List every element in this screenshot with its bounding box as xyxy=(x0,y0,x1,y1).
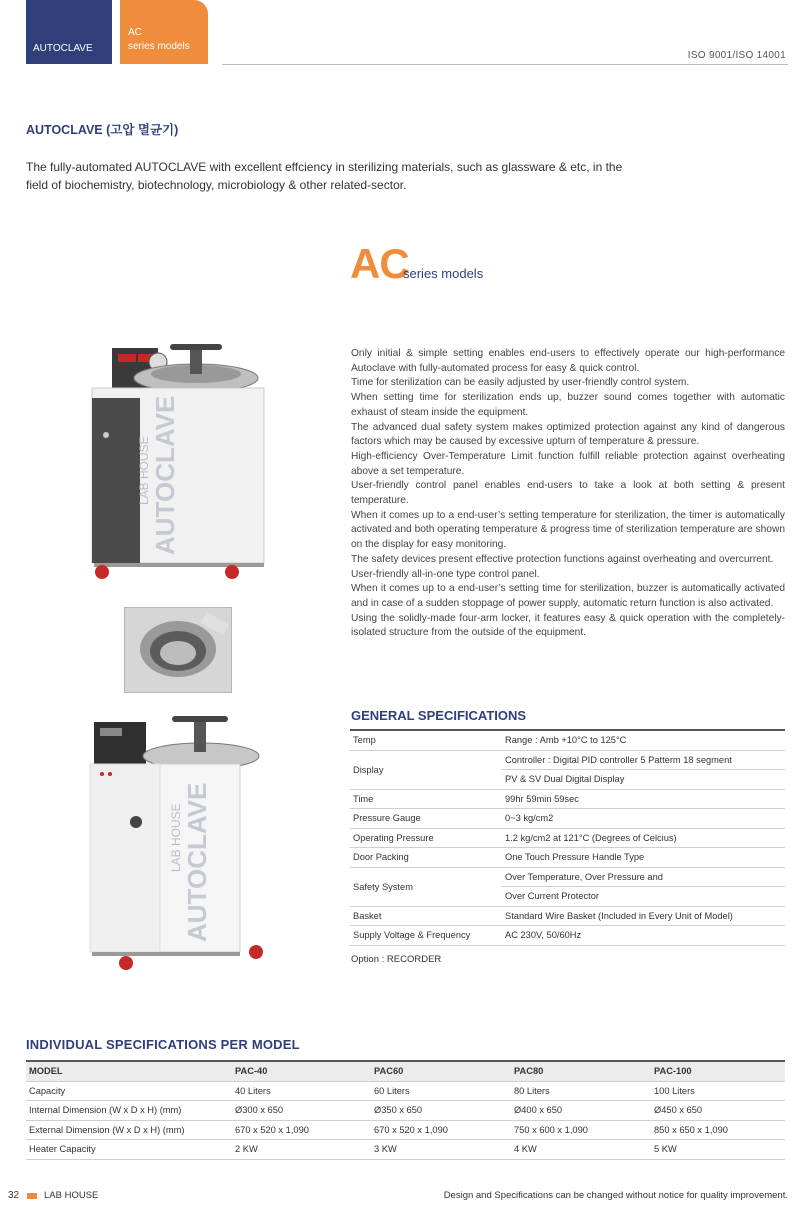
page-title: AUTOCLAVE (고압 멸균기) xyxy=(26,123,179,137)
table-row xyxy=(350,906,785,926)
desc-paragraph: When it comes up to a end-user’s setting time for sterilization, buzzer is automatically activated and in case of a sudden stoppage of power supply, automatic return function is also activated. xyxy=(351,583,785,609)
spec-key: Pressure Gauge xyxy=(350,809,502,829)
spec-value: 99hr 59min 59sec xyxy=(502,789,785,809)
footer-brand: LAB HOUSE xyxy=(44,1190,99,1201)
table-cell: 3 KW xyxy=(371,1140,511,1160)
column-header: PAC80 xyxy=(511,1061,651,1081)
product-label-brand: LAB HOUSE xyxy=(137,436,151,505)
spec-key: Door Packing xyxy=(350,848,502,868)
table-row xyxy=(350,750,785,770)
footer-note: Design and Specifications can be changed without notice for quality improvement. xyxy=(443,1190,788,1201)
desc-paragraph: When setting time for sterilization ends up, buzzer sound comes together with automatic exhaust of steam inside the equipment. xyxy=(351,392,785,418)
spec-key: Operating Pressure xyxy=(350,828,502,848)
desc-paragraph: The advanced dual safety system makes optimized protection against any kind of dangerous factors which may be caused by excessive upturn of temperature & pressure. xyxy=(351,421,785,448)
iso-certification: ISO 9001/ISO 14001 xyxy=(687,50,786,61)
product-label-name: AUTOCLAVE xyxy=(150,395,180,555)
autoclave-photo-1 xyxy=(86,340,266,585)
spec-value: 1.2 kg/cm2 at 121°C (Degrees of Celcius) xyxy=(502,828,785,848)
table-row xyxy=(350,809,785,829)
table-cell: 5 KW xyxy=(651,1140,785,1160)
spec-value: AC 230V, 50/60Hz xyxy=(502,926,785,946)
table-row xyxy=(26,1120,785,1140)
table-header-row xyxy=(26,1061,785,1081)
page-number: 32 xyxy=(8,1190,20,1201)
desc-paragraph: Time for sterilization can be easily adjusted by user-friendly control system. xyxy=(351,377,690,389)
tab-autoclave-label: AUTOCLAVE xyxy=(33,43,93,54)
spec-key: Supply Voltage & Frequency xyxy=(350,926,502,946)
desc-paragraph: High-efficiency Over-Temperature Limit function fulfill reliable protection against overheating above a set temperature. xyxy=(351,450,785,477)
tab-ac-series[interactable] xyxy=(120,0,208,64)
option-note: Option : RECORDER xyxy=(351,954,442,965)
ac-series-title: AC xyxy=(350,240,409,287)
footer-accent-mark xyxy=(27,1193,37,1199)
desc-paragraph: User-friendly control panel enables end-users to take a look at both setting & present temperature. xyxy=(351,480,785,507)
spec-value: Over Temperature, Over Pressure and xyxy=(502,867,785,887)
spec-key: Time xyxy=(350,789,502,809)
table-row xyxy=(350,848,785,868)
individual-specs-table xyxy=(26,1060,785,1160)
table-row xyxy=(350,828,785,848)
spec-value: 0~3 kg/cm2 xyxy=(502,809,785,829)
desc-paragraph: Using the solidly-made four-arm locker, it features easy & quick operation with the completely-isolated structure from the outside of the equipment. xyxy=(351,612,785,639)
general-specs-table xyxy=(350,729,785,946)
table-cell: Capacity xyxy=(26,1081,232,1101)
table-cell: 670 x 520 x 1,090 xyxy=(371,1120,511,1140)
table-row xyxy=(26,1140,785,1160)
table-cell: 2 KW xyxy=(232,1140,371,1160)
desc-paragraph: When it comes up to a end-user’s setting temperature for sterilization, the timer is automatically activated and both operating temperature & progress time of sterilization temperature are shown on the display for easy monitoring. xyxy=(351,509,785,551)
desc-paragraph: The safety devices present effective protection functions against overheating and overcurrent. xyxy=(351,553,774,565)
table-cell: External Dimension (W x D x H) (mm) xyxy=(26,1120,232,1140)
spec-value: Over Current Protector xyxy=(502,887,785,907)
column-header: PAC-40 xyxy=(232,1061,371,1081)
table-cell: 100 Liters xyxy=(651,1081,785,1101)
table-cell: 850 x 650 x 1,090 xyxy=(651,1120,785,1140)
table-cell: Ø400 x 650 xyxy=(511,1101,651,1121)
spec-value: Standard Wire Basket (Included in Every Unit of Model) xyxy=(502,906,785,926)
column-header: PAC-100 xyxy=(651,1061,785,1081)
tab-autoclave[interactable] xyxy=(26,0,112,64)
product-label-name-2: AUTOCLAVE xyxy=(182,782,212,942)
individual-specs-title: INDIVIDUAL SPECIFICATIONS PER MODEL xyxy=(26,1037,300,1052)
desc-paragraph: Only initial & simple setting enables end-users to effectively operate our high-performance Autoclave with fully-automated process for easy & quick control. xyxy=(351,348,785,374)
product-description xyxy=(351,347,785,641)
spec-key: Temp xyxy=(350,730,502,750)
spec-key: Safety System xyxy=(350,867,502,906)
table-cell: 4 KW xyxy=(511,1140,651,1160)
table-cell: 40 Liters xyxy=(232,1081,371,1101)
header-divider xyxy=(222,64,788,65)
table-cell: 670 x 520 x 1,090 xyxy=(232,1120,371,1140)
table-cell: Ø300 x 650 xyxy=(232,1101,371,1121)
chamber-closeup-photo xyxy=(124,607,232,693)
table-cell: 80 Liters xyxy=(511,1081,651,1101)
table-cell: Internal Dimension (W x D x H) (mm) xyxy=(26,1101,232,1121)
table-row xyxy=(26,1081,785,1101)
spec-value: PV & SV Dual Digital Display xyxy=(502,770,785,790)
table-row xyxy=(350,789,785,809)
spec-value: Range : Amb +10°C to 125°C xyxy=(502,730,785,750)
column-header: MODEL xyxy=(26,1061,232,1081)
table-row xyxy=(26,1101,785,1121)
autoclave-photo-2 xyxy=(86,712,266,972)
table-row xyxy=(350,867,785,887)
desc-paragraph: User-friendly all-in-one type control panel. xyxy=(351,568,540,580)
product-label-brand-2: LAB HOUSE xyxy=(169,803,183,872)
tab-ac-series-label: AC series models xyxy=(128,27,190,52)
spec-key: Display xyxy=(350,750,502,789)
table-row xyxy=(350,926,785,946)
table-row xyxy=(350,730,785,750)
general-specs-title: GENERAL SPECIFICATIONS xyxy=(351,708,527,723)
column-header: PAC60 xyxy=(371,1061,511,1081)
table-cell: 750 x 600 x 1,090 xyxy=(511,1120,651,1140)
spec-value: Controller : Digital PID controller 5 Patterm 18 segment xyxy=(502,750,785,770)
table-cell: Ø450 x 650 xyxy=(651,1101,785,1121)
table-cell: Ø350 x 650 xyxy=(371,1101,511,1121)
table-cell: Heater Capacity xyxy=(26,1140,232,1160)
intro-text: The fully-automated AUTOCLAVE with excellent effciency in sterilizing materials, such as glassware & etc, in the field of biochemistry, biotechnology, microbiology & other related-sector. xyxy=(26,160,623,192)
spec-key: Basket xyxy=(350,906,502,926)
ac-series-subtitle: series models xyxy=(403,266,484,281)
table-cell: 60 Liters xyxy=(371,1081,511,1101)
spec-value: One Touch Pressure Handle Type xyxy=(502,848,785,868)
